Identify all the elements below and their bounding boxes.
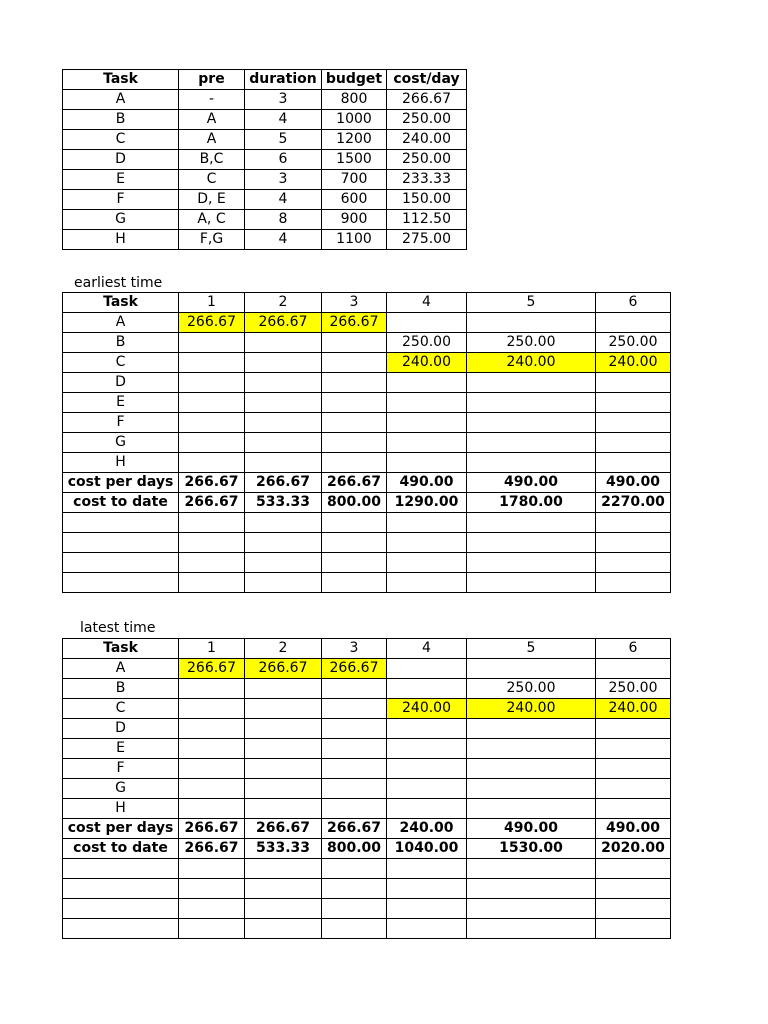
task-row — [63, 130, 467, 150]
cost-cell: 266.67 — [179, 659, 245, 679]
cost-per-days-row — [63, 473, 671, 493]
cost-cell — [245, 393, 322, 413]
cost-cell — [179, 779, 245, 799]
task-row — [63, 90, 467, 110]
empty-cell — [467, 573, 596, 593]
cost-cell — [596, 779, 671, 799]
empty-cell — [467, 513, 596, 533]
task-row — [63, 333, 671, 353]
cost-cell — [596, 719, 671, 739]
table-cell: 800 — [322, 90, 387, 110]
task-row — [63, 453, 671, 473]
cost-cell — [322, 739, 387, 759]
task-row — [63, 679, 671, 699]
cost-cell — [245, 719, 322, 739]
table-cell: 1500 — [322, 150, 387, 170]
table-cell: 112.50 — [387, 210, 467, 230]
empty-cell — [596, 513, 671, 533]
table-cell: F,G — [179, 230, 245, 250]
task-row — [63, 699, 671, 719]
total-cell: 490.00 — [467, 473, 596, 493]
cost-cell — [322, 799, 387, 819]
cost-cell — [322, 759, 387, 779]
latest-header-row — [63, 639, 671, 659]
total-cell: 490.00 — [596, 819, 671, 839]
cost-cell — [387, 779, 467, 799]
empty-cell — [245, 513, 322, 533]
task-row — [63, 110, 467, 130]
cost-cell: 266.67 — [179, 313, 245, 333]
empty-cell — [63, 553, 179, 573]
header-cell: Task — [63, 70, 179, 90]
total-cell: 1780.00 — [467, 493, 596, 513]
task-label-cell: H — [63, 799, 179, 819]
row-label-cell: cost to date — [63, 493, 179, 513]
cost-cell — [245, 433, 322, 453]
cost-cell — [245, 759, 322, 779]
table-cell: A — [63, 90, 179, 110]
table-cell: 900 — [322, 210, 387, 230]
empty-cell — [322, 573, 387, 593]
task-table-header — [63, 70, 467, 90]
cost-cell — [322, 453, 387, 473]
empty-cell — [245, 879, 322, 899]
total-cell: 266.67 — [179, 819, 245, 839]
cost-cell — [596, 373, 671, 393]
table-cell: 1100 — [322, 230, 387, 250]
cost-cell — [387, 313, 467, 333]
total-cell: 1530.00 — [467, 839, 596, 859]
task-row — [63, 150, 467, 170]
cost-cell — [322, 433, 387, 453]
empty-cell — [596, 919, 671, 939]
cost-cell — [179, 373, 245, 393]
empty-cell — [63, 573, 179, 593]
empty-row — [63, 513, 671, 533]
cost-cell — [179, 413, 245, 433]
empty-cell — [245, 859, 322, 879]
empty-cell — [387, 859, 467, 879]
empty-cell — [63, 919, 179, 939]
task-row — [63, 759, 671, 779]
cost-cell — [467, 393, 596, 413]
table-cell: 3 — [245, 170, 322, 190]
task-label-cell: E — [63, 393, 179, 413]
day-header-cell: 2 — [245, 639, 322, 659]
total-cell: 490.00 — [467, 819, 596, 839]
empty-cell — [179, 573, 245, 593]
cost-cell: 266.67 — [322, 313, 387, 333]
task-row — [63, 210, 467, 230]
table-cell: 266.67 — [387, 90, 467, 110]
task-label-cell: B — [63, 679, 179, 699]
empty-cell — [387, 513, 467, 533]
total-cell: 266.67 — [179, 493, 245, 513]
table-cell: 3 — [245, 90, 322, 110]
empty-cell — [179, 513, 245, 533]
total-cell: 240.00 — [387, 819, 467, 839]
empty-cell — [63, 533, 179, 553]
cost-cell: 250.00 — [467, 333, 596, 353]
cost-cell — [387, 739, 467, 759]
empty-row — [63, 879, 671, 899]
cost-cell: 240.00 — [467, 699, 596, 719]
empty-cell — [63, 879, 179, 899]
total-cell: 533.33 — [245, 493, 322, 513]
table-cell: A — [179, 130, 245, 150]
empty-cell — [467, 553, 596, 573]
cost-cell — [467, 313, 596, 333]
day-header-cell: 4 — [387, 639, 467, 659]
table-cell: 4 — [245, 230, 322, 250]
task-row — [63, 353, 671, 373]
cost-cell — [596, 759, 671, 779]
table-cell: C — [179, 170, 245, 190]
total-cell: 266.67 — [179, 473, 245, 493]
table-cell: 6 — [245, 150, 322, 170]
cost-cell — [387, 799, 467, 819]
empty-cell — [322, 899, 387, 919]
cost-cell — [387, 413, 467, 433]
cost-cell — [179, 353, 245, 373]
table-cell: 1200 — [322, 130, 387, 150]
table-cell: D, E — [179, 190, 245, 210]
day-header-cell: 3 — [322, 639, 387, 659]
empty-cell — [387, 533, 467, 553]
earliest-time-caption: earliest time — [74, 275, 163, 291]
row-label-cell: cost to date — [63, 839, 179, 859]
table-cell: E — [63, 170, 179, 190]
total-cell: 490.00 — [387, 473, 467, 493]
empty-cell — [179, 879, 245, 899]
cost-cell — [322, 679, 387, 699]
header-cell: Task — [63, 293, 179, 313]
empty-cell — [322, 919, 387, 939]
cost-cell — [596, 799, 671, 819]
header-cell: budget — [322, 70, 387, 90]
task-label-cell: D — [63, 373, 179, 393]
task-label-cell: A — [63, 659, 179, 679]
cost-cell — [245, 699, 322, 719]
empty-cell — [63, 899, 179, 919]
empty-cell — [467, 879, 596, 899]
table-cell: 275.00 — [387, 230, 467, 250]
table-cell: - — [179, 90, 245, 110]
table-cell: A, C — [179, 210, 245, 230]
empty-cell — [387, 553, 467, 573]
empty-cell — [387, 919, 467, 939]
day-header-cell: 1 — [179, 639, 245, 659]
cost-cell: 250.00 — [467, 679, 596, 699]
table-cell: 700 — [322, 170, 387, 190]
task-row — [63, 373, 671, 393]
table-cell: F — [63, 190, 179, 210]
cost-cell: 266.67 — [245, 659, 322, 679]
table-cell: 5 — [245, 130, 322, 150]
task-label-cell: F — [63, 759, 179, 779]
cost-cell — [179, 433, 245, 453]
empty-cell — [387, 573, 467, 593]
empty-cell — [322, 859, 387, 879]
cost-cell — [179, 799, 245, 819]
header-cell: Task — [63, 639, 179, 659]
cost-cell — [387, 679, 467, 699]
day-header-cell: 5 — [467, 639, 596, 659]
empty-cell — [467, 919, 596, 939]
cost-cell — [179, 719, 245, 739]
cost-cell — [387, 719, 467, 739]
table-cell: C — [63, 130, 179, 150]
table-cell: 150.00 — [387, 190, 467, 210]
task-row — [63, 719, 671, 739]
earliest-header-row — [63, 293, 671, 313]
cost-cell — [179, 333, 245, 353]
empty-cell — [467, 859, 596, 879]
total-cell: 1290.00 — [387, 493, 467, 513]
earliest-time-table — [62, 292, 671, 593]
cost-cell — [467, 373, 596, 393]
empty-row — [63, 859, 671, 879]
row-label-cell: cost per days — [63, 473, 179, 493]
cost-cell — [387, 393, 467, 413]
empty-cell — [63, 513, 179, 533]
task-row — [63, 230, 467, 250]
empty-row — [63, 553, 671, 573]
total-cell: 533.33 — [245, 839, 322, 859]
empty-cell — [179, 859, 245, 879]
cost-cell: 266.67 — [322, 659, 387, 679]
empty-row — [63, 919, 671, 939]
cost-cell — [322, 413, 387, 433]
empty-cell — [387, 879, 467, 899]
empty-row — [63, 899, 671, 919]
cost-cell — [245, 453, 322, 473]
task-row — [63, 313, 671, 333]
task-label-cell: G — [63, 779, 179, 799]
cost-cell — [387, 373, 467, 393]
cost-cell — [179, 679, 245, 699]
total-cell: 266.67 — [322, 473, 387, 493]
empty-cell — [596, 553, 671, 573]
cost-to-date-row — [63, 839, 671, 859]
table-cell: G — [63, 210, 179, 230]
cost-cell: 240.00 — [387, 353, 467, 373]
empty-cell — [179, 553, 245, 573]
cost-cell: 240.00 — [467, 353, 596, 373]
cost-cell — [387, 453, 467, 473]
total-cell: 1040.00 — [387, 839, 467, 859]
latest-time-caption: latest time — [80, 620, 156, 636]
task-label-cell: C — [63, 699, 179, 719]
table-cell: B — [63, 110, 179, 130]
empty-cell — [596, 533, 671, 553]
table-cell: A — [179, 110, 245, 130]
empty-cell — [245, 919, 322, 939]
cost-cell — [245, 373, 322, 393]
empty-cell — [322, 879, 387, 899]
header-cell: duration — [245, 70, 322, 90]
cost-cell — [596, 393, 671, 413]
total-cell: 800.00 — [322, 493, 387, 513]
empty-cell — [596, 879, 671, 899]
cost-cell — [245, 413, 322, 433]
cost-cell — [245, 739, 322, 759]
task-table — [62, 69, 467, 250]
cost-cell: 240.00 — [596, 353, 671, 373]
empty-cell — [179, 533, 245, 553]
cost-cell — [596, 413, 671, 433]
empty-cell — [245, 553, 322, 573]
empty-cell — [322, 553, 387, 573]
task-label-cell: G — [63, 433, 179, 453]
task-row — [63, 413, 671, 433]
total-cell: 2270.00 — [596, 493, 671, 513]
total-cell: 266.67 — [322, 819, 387, 839]
header-cell: cost/day — [387, 70, 467, 90]
empty-cell — [63, 859, 179, 879]
task-row — [63, 779, 671, 799]
cost-cell — [596, 453, 671, 473]
cost-cell — [322, 699, 387, 719]
cost-cell — [245, 779, 322, 799]
day-header-cell: 1 — [179, 293, 245, 313]
cost-cell: 266.67 — [245, 313, 322, 333]
task-row — [63, 659, 671, 679]
cost-cell — [596, 739, 671, 759]
empty-cell — [245, 533, 322, 553]
total-cell: 266.67 — [245, 473, 322, 493]
table-cell: 8 — [245, 210, 322, 230]
task-label-cell: C — [63, 353, 179, 373]
cost-cell: 250.00 — [596, 333, 671, 353]
empty-cell — [467, 899, 596, 919]
cost-cell — [322, 719, 387, 739]
task-label-cell: H — [63, 453, 179, 473]
cost-cell — [596, 433, 671, 453]
task-row — [63, 393, 671, 413]
task-row — [63, 739, 671, 759]
cost-cell — [245, 799, 322, 819]
empty-cell — [245, 899, 322, 919]
cost-cell — [467, 799, 596, 819]
empty-cell — [596, 573, 671, 593]
cost-cell — [467, 453, 596, 473]
row-label-cell: cost per days — [63, 819, 179, 839]
empty-cell — [467, 533, 596, 553]
table-cell: D — [63, 150, 179, 170]
cost-cell — [467, 759, 596, 779]
table-cell: B,C — [179, 150, 245, 170]
task-row — [63, 433, 671, 453]
cost-per-days-row — [63, 819, 671, 839]
cost-to-date-row — [63, 493, 671, 513]
cost-cell — [467, 779, 596, 799]
day-header-cell: 2 — [245, 293, 322, 313]
cost-cell — [245, 353, 322, 373]
cost-cell: 250.00 — [596, 679, 671, 699]
header-cell: pre — [179, 70, 245, 90]
table-cell: H — [63, 230, 179, 250]
cost-cell — [245, 679, 322, 699]
empty-row — [63, 573, 671, 593]
cost-cell — [467, 413, 596, 433]
empty-cell — [322, 513, 387, 533]
cost-cell — [322, 373, 387, 393]
empty-cell — [387, 899, 467, 919]
cost-cell — [179, 759, 245, 779]
empty-row — [63, 533, 671, 553]
cost-cell — [387, 433, 467, 453]
cost-cell — [467, 739, 596, 759]
latest-time-table — [62, 638, 671, 939]
task-label-cell: E — [63, 739, 179, 759]
empty-cell — [322, 533, 387, 553]
cost-cell — [322, 333, 387, 353]
cost-cell — [179, 393, 245, 413]
empty-cell — [596, 859, 671, 879]
cost-cell — [596, 659, 671, 679]
cost-cell — [596, 313, 671, 333]
task-label-cell: B — [63, 333, 179, 353]
cost-cell — [387, 659, 467, 679]
empty-cell — [596, 899, 671, 919]
table-cell: 250.00 — [387, 150, 467, 170]
table-cell: 4 — [245, 110, 322, 130]
cost-cell — [467, 433, 596, 453]
cost-cell — [322, 393, 387, 413]
cost-cell: 240.00 — [596, 699, 671, 719]
table-cell: 4 — [245, 190, 322, 210]
table-cell: 250.00 — [387, 110, 467, 130]
day-header-cell: 3 — [322, 293, 387, 313]
cost-cell — [179, 739, 245, 759]
task-row — [63, 190, 467, 210]
cost-cell — [179, 453, 245, 473]
cost-cell: 250.00 — [387, 333, 467, 353]
task-row — [63, 799, 671, 819]
empty-cell — [179, 919, 245, 939]
task-label-cell: A — [63, 313, 179, 333]
total-cell: 266.67 — [245, 819, 322, 839]
cost-cell — [467, 659, 596, 679]
table-cell: 240.00 — [387, 130, 467, 150]
cost-cell — [245, 333, 322, 353]
cost-cell — [387, 759, 467, 779]
empty-cell — [179, 899, 245, 919]
table-cell: 1000 — [322, 110, 387, 130]
empty-cell — [245, 573, 322, 593]
cost-cell — [467, 719, 596, 739]
table-cell: 600 — [322, 190, 387, 210]
cost-cell — [322, 779, 387, 799]
cost-cell — [322, 353, 387, 373]
total-cell: 2020.00 — [596, 839, 671, 859]
cost-cell — [179, 699, 245, 719]
day-header-cell: 6 — [596, 639, 671, 659]
total-cell: 266.67 — [179, 839, 245, 859]
task-row — [63, 170, 467, 190]
table-cell: 233.33 — [387, 170, 467, 190]
total-cell: 490.00 — [596, 473, 671, 493]
day-header-cell: 4 — [387, 293, 467, 313]
task-label-cell: F — [63, 413, 179, 433]
total-cell: 800.00 — [322, 839, 387, 859]
day-header-cell: 6 — [596, 293, 671, 313]
task-label-cell: D — [63, 719, 179, 739]
cost-cell: 240.00 — [387, 699, 467, 719]
day-header-cell: 5 — [467, 293, 596, 313]
